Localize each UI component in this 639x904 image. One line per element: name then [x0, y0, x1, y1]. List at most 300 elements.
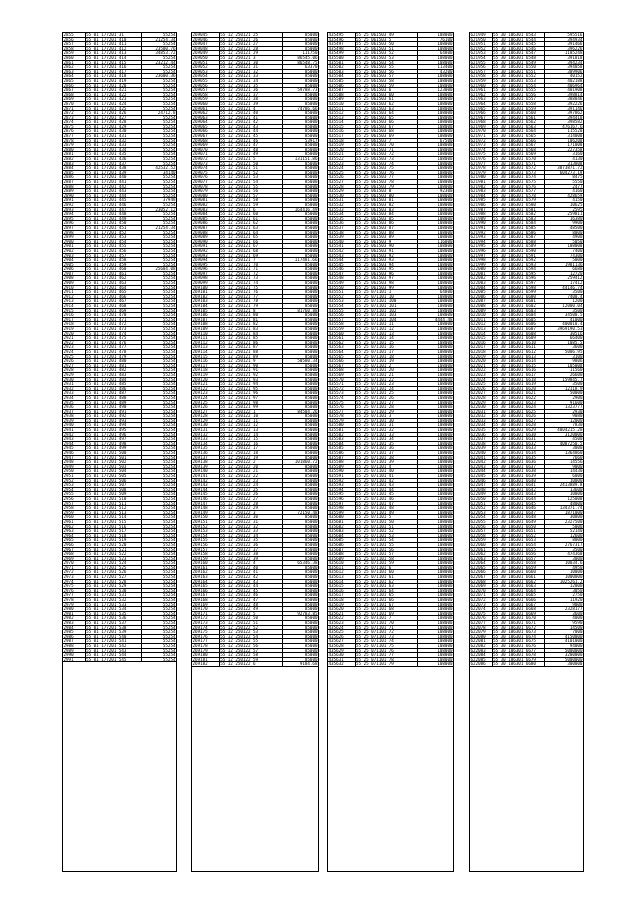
amount-cell: 85000 — [304, 184, 318, 189]
row-number-cell: 435576 — [328, 405, 356, 409]
table-row — [63, 658, 176, 663]
code-cell: 55 25 071101 25 — [356, 391, 419, 395]
amount-cell: 55254 — [162, 552, 176, 556]
amount-cell: 85000 — [304, 432, 318, 437]
code-cell: 55 30 106301 6654 — [493, 543, 545, 547]
code-cell: 55 01 177201 472 — [86, 322, 143, 326]
amount-cell: 2328177 — [564, 607, 583, 611]
code-cell: 55 01 177201 470 — [86, 313, 143, 317]
code-cell: 55 12 250121 6 — [220, 208, 283, 212]
amount-cell: 55254 — [162, 483, 176, 487]
row-number-cell: 2866 — [63, 84, 86, 88]
amount-cell: 108000 — [437, 202, 453, 207]
amount-cell: 108000 — [437, 129, 453, 134]
code-cell: 55 30 106301 6665 — [493, 593, 545, 597]
code-cell: 55 25 071101 102 — [356, 309, 419, 313]
amount-cell: 85000 — [304, 616, 318, 620]
code-cell: 55 01 177201 439 — [86, 171, 143, 175]
row-number-cell: 269063 — [192, 116, 220, 120]
amount-cell: 85000 — [304, 37, 318, 42]
code-cell: 55 01 177201 474 — [86, 332, 143, 336]
row-number-cell: 435598 — [328, 506, 356, 510]
amount-cell: 55254 — [162, 538, 176, 542]
code-cell: 55 30 106301 6560 — [493, 111, 545, 115]
code-cell: 55 25 061503 71 — [356, 148, 419, 152]
amount-cell: 108000 — [437, 97, 453, 101]
row-number-cell: 622026 — [470, 387, 493, 391]
code-cell: 55 25 071101 32 — [356, 428, 419, 432]
row-number-cell: 269094 — [192, 258, 220, 262]
row-number-cell: 622011 — [470, 318, 493, 322]
code-cell: 55 25 071101 29 — [356, 410, 419, 414]
row-number-cell: 2895 — [63, 217, 86, 221]
amount-cell: 55254 — [162, 157, 176, 161]
amount-cell: 108000 — [437, 299, 453, 304]
amount-cell: 115520 — [567, 129, 583, 134]
code-cell: 55 30 106301 6575 — [493, 180, 545, 184]
row-number-cell: 269071 — [192, 152, 220, 156]
row-number-cell: 269050 — [192, 56, 220, 60]
code-cell: 55 12 250121 65 — [220, 235, 283, 239]
code-cell: 55 25 071101 42 — [356, 479, 419, 483]
row-number-cell: 269137 — [192, 456, 220, 460]
amount-cell: 21254.34 — [155, 37, 176, 42]
code-cell: 55 30 106301 6656 — [493, 552, 545, 556]
code-cell: 55 25 071101 56 — [356, 548, 419, 552]
code-cell: 55 01 177201 452 — [86, 231, 143, 235]
code-cell: 55 01 177201 524 — [86, 561, 143, 565]
code-cell: 55 30 106301 6594 — [493, 267, 545, 271]
code-cell: 55 01 177201 498 — [86, 442, 143, 446]
code-cell: 55 25 071101 50 — [356, 520, 419, 524]
amount-cell: 3050 — [572, 588, 583, 593]
amount-cell: 108000 — [437, 588, 453, 593]
row-number-cell: 269078 — [192, 185, 220, 189]
code-cell: 55 30 106301 6606 — [493, 322, 545, 326]
row-number-cell: 435516 — [328, 129, 356, 133]
row-number-cell: 269115 — [192, 355, 220, 359]
row-number-cell: 621952 — [470, 47, 493, 51]
row-number-cell: 621963 — [470, 97, 493, 101]
amount-cell: 85000 — [304, 588, 318, 593]
amount-cell: 55254 — [162, 607, 176, 611]
row-number-cell: 2884 — [63, 166, 86, 170]
row-number-cell: 2908 — [63, 276, 86, 280]
row-number-cell: 622077 — [470, 621, 493, 625]
code-cell: 55 25 061503 65 — [356, 116, 419, 120]
code-cell: 55 12 250121 54 — [220, 180, 283, 184]
row-number-cell: 435543 — [328, 254, 356, 258]
amount-cell: 85000 — [304, 565, 318, 570]
amount-cell: 401908 — [567, 88, 583, 92]
amount-cell: 108000 — [437, 639, 453, 643]
amount-cell: 85000 — [304, 451, 318, 455]
code-cell: 55 01 177201 479 — [86, 355, 143, 359]
row-number-cell: 2961 — [63, 520, 86, 524]
row-number-cell: 2891 — [63, 198, 86, 202]
code-cell: 55 01 177201 447 — [86, 208, 143, 212]
row-number-cell: 621980 — [470, 175, 493, 179]
code-cell: 55 25 071101 41 — [356, 474, 419, 478]
code-cell: 55 30 106301 6554 — [493, 84, 545, 88]
code-cell: 55 30 106301 6650 — [493, 525, 545, 529]
row-number-cell: 435591 — [328, 474, 356, 478]
code-cell: 55 25 071101 4 — [356, 465, 419, 469]
code-cell: 55 25 071101 18 — [356, 355, 419, 359]
row-number-cell: 435502 — [328, 65, 356, 69]
amount-cell: 4150 — [572, 198, 583, 202]
row-number-cell: 435583 — [328, 437, 356, 441]
code-cell: 55 30 106301 6558 — [493, 102, 545, 106]
amount-cell: 55254 — [162, 124, 176, 129]
amount-cell: 300000 — [567, 662, 583, 666]
row-number-cell: 435567 — [328, 364, 356, 368]
code-cell: 55 25 061503 95 — [356, 267, 419, 271]
amount-cell: 108000 — [437, 611, 453, 616]
amount-cell: 108000 — [437, 216, 453, 221]
amount-cell: 85000 — [304, 639, 318, 643]
row-number-cell: 622025 — [470, 382, 493, 386]
code-cell: 55 30 106301 6615 — [493, 364, 545, 368]
row-number-cell: 269147 — [192, 502, 220, 506]
code-cell: 55 25 061503 96 — [356, 272, 419, 276]
amount-cell: 55254 — [162, 570, 176, 575]
code-cell: 55 30 106301 6551 — [493, 70, 545, 74]
amount-cell: 85000 — [304, 382, 318, 386]
code-cell: 55 25 061503 84 — [356, 212, 419, 216]
amount-cell: 1185248 — [564, 51, 583, 55]
amount-cell: 25604.08 — [155, 267, 176, 271]
amount-cell: 5000 — [572, 258, 583, 262]
table-col-3 — [327, 32, 454, 872]
code-cell: 55 25 071101 45 — [356, 492, 419, 496]
row-number-cell: 269139 — [192, 465, 220, 469]
amount-cell: 10000 — [569, 478, 583, 483]
amount-cell: 85000 — [304, 657, 318, 662]
amount-cell: 50580.34 — [297, 359, 318, 363]
code-cell: 55 30 106301 6626 — [493, 414, 545, 418]
amount-cell: 4101000 — [564, 639, 583, 643]
code-cell: 55 30 106301 6633 — [493, 446, 545, 450]
amount-cell: 76100 — [439, 37, 453, 42]
row-number-cell: 269128 — [192, 414, 220, 418]
amount-cell: 74786.66 — [297, 106, 318, 111]
code-cell: 55 30 106301 6590 — [493, 249, 545, 253]
amount-cell: 106200 — [567, 138, 583, 143]
code-cell: 55 01 177201 441 — [86, 180, 143, 184]
code-cell: 55 01 177201 424 — [86, 102, 143, 106]
amount-cell: 55254 — [162, 487, 176, 492]
row-number-cell: 269070 — [192, 148, 220, 152]
amount-cell: 1364860 — [564, 451, 583, 455]
code-cell: 55 30 106301 6639 — [493, 474, 545, 478]
code-cell: 55 01 177201 478 — [86, 350, 143, 354]
amount-cell: 55254 — [162, 349, 176, 354]
amount-cell: 108000 — [437, 152, 453, 157]
amount-cell: 55254 — [162, 180, 176, 184]
row-number-cell: 435570 — [328, 378, 356, 382]
row-number-cell: 621953 — [470, 51, 493, 55]
amount-cell: 108000 — [437, 648, 453, 653]
code-cell: 55 30 106301 6567 — [493, 143, 545, 147]
row-number-cell: 2963 — [63, 529, 86, 533]
row-number-cell: 435517 — [328, 134, 356, 138]
amount-cell: 108000 — [437, 510, 453, 515]
amount-cell: 85000 — [304, 304, 318, 308]
row-number-cell: 269129 — [192, 419, 220, 423]
row-number-cell: 269049 — [192, 51, 220, 55]
code-cell: 55 01 177201 473 — [86, 327, 143, 331]
amount-cell: 9000 — [572, 464, 583, 469]
code-cell: 55 30 106301 6543 — [493, 33, 545, 37]
row-number-cell: 2926 — [63, 359, 86, 363]
amount-cell: 108000 — [437, 418, 453, 423]
amount-cell: 108000 — [437, 405, 453, 409]
code-cell: 55 30 106301 6673 — [493, 630, 545, 634]
row-number-cell: 435545 — [328, 263, 356, 267]
row-number-cell: 269075 — [192, 171, 220, 175]
amount-cell: 108000 — [437, 643, 453, 648]
amount-cell: 52140 — [569, 529, 583, 533]
code-cell: 55 30 106301 6599 — [493, 290, 545, 294]
amount-cell: 55254 — [162, 143, 176, 147]
code-cell: 55 12 250121 91 — [220, 368, 283, 372]
code-cell: 55 30 106301 6559 — [493, 107, 545, 111]
row-number-cell: 435619 — [328, 603, 356, 607]
amount-cell: 55254 — [162, 304, 176, 308]
row-number-cell: 269181 — [192, 658, 220, 662]
amount-cell: 50000 — [569, 391, 583, 395]
row-number-cell: 621967 — [470, 116, 493, 120]
row-number-cell: 2986 — [63, 635, 86, 639]
amount-cell: 108000 — [437, 198, 453, 202]
row-number-cell: 269092 — [192, 249, 220, 253]
row-number-cell: 622014 — [470, 332, 493, 336]
amount-cell: 55254 — [162, 639, 176, 643]
amount-cell: 55254 — [162, 262, 176, 267]
row-number-cell: 269171 — [192, 612, 220, 616]
code-cell: 55 12 250121 5 — [220, 157, 283, 161]
amount-cell: 108000 — [437, 134, 453, 138]
amount-cell: 108000 — [437, 395, 453, 400]
code-cell: 55 25 061503 86 — [356, 221, 419, 225]
row-number-cell: 435564 — [328, 350, 356, 354]
row-number-cell: 269103 — [192, 299, 220, 303]
amount-cell: 428659 — [567, 193, 583, 198]
amount-cell: 24712.8 — [157, 111, 176, 115]
row-number-cell: 622086 — [470, 662, 493, 666]
row-number-cell: 2973 — [63, 575, 86, 579]
amount-cell: 64800 — [439, 290, 453, 294]
amount-cell: 108000 — [437, 515, 453, 519]
amount-cell: 85000 — [304, 327, 318, 331]
code-cell: 55 30 106301 6605 — [493, 318, 545, 322]
row-number-cell: 622061 — [470, 548, 493, 552]
code-cell: 55 30 106301 6667 — [493, 603, 545, 607]
row-number-cell: 435574 — [328, 396, 356, 400]
amount-cell: 108000 — [437, 166, 453, 170]
code-cell: 55 30 106301 6548 — [493, 56, 545, 60]
code-cell: 55 01 177201 451 — [86, 226, 143, 230]
code-cell: 55 12 250121 99 — [220, 405, 283, 409]
code-cell: 55 30 106301 6613 — [493, 355, 545, 359]
row-number-cell: 621998 — [470, 258, 493, 262]
code-cell: 55 12 250121 45 — [220, 134, 283, 138]
code-cell: 55 01 177201 543 — [86, 649, 143, 653]
amount-cell: 108000 — [437, 248, 453, 253]
code-cell: 55 12 250121 85 — [220, 336, 283, 340]
amount-cell: 108000 — [437, 336, 453, 340]
amount-cell: 55254 — [162, 69, 176, 74]
row-number-cell: 435505 — [328, 79, 356, 83]
code-cell: 55 30 106301 6557 — [493, 97, 545, 101]
row-number-cell: 2932 — [63, 387, 86, 391]
amount-cell: 55254 — [162, 138, 176, 143]
code-cell: 55 01 177201 417 — [86, 70, 143, 74]
row-number-cell: 269076 — [192, 175, 220, 179]
code-cell: 55 01 177201 519 — [86, 538, 143, 542]
code-cell: 55 25 071101 44 — [356, 488, 419, 492]
amount-cell: 85000 — [304, 598, 318, 602]
amount-cell: 108000 — [437, 33, 453, 37]
code-cell: 55 25 061503 81 — [356, 198, 419, 202]
amount-cell: 85000 — [304, 285, 318, 290]
code-cell: 55 12 250122 25 — [220, 488, 283, 492]
amount-cell: 4500 — [572, 437, 583, 441]
code-cell: 55 30 106301 6649 — [493, 520, 545, 524]
amount-cell: 85000 — [304, 625, 318, 630]
row-number-cell: 2925 — [63, 355, 86, 359]
row-number-cell: 269100 — [192, 286, 220, 290]
code-cell: 55 25 071101 78 — [356, 658, 419, 662]
amount-cell: 55254 — [162, 202, 176, 207]
code-cell: 55 25 071101 7 — [356, 616, 419, 620]
amount-cell: 3600 — [572, 611, 583, 616]
amount-cell: 108000 — [437, 423, 453, 428]
amount-cell: 55254 — [162, 414, 176, 418]
code-cell: 55 25 071101 100 — [356, 299, 419, 303]
code-cell: 55 25 071101 72 — [356, 630, 419, 634]
amount-cell: 108000 — [437, 653, 453, 657]
amount-cell: 108000 — [437, 308, 453, 313]
row-number-cell: 435528 — [328, 185, 356, 189]
code-cell: 55 01 177201 413 — [86, 51, 143, 55]
row-number-cell: 622041 — [470, 456, 493, 460]
code-cell: 55 25 071101 20 — [356, 368, 419, 372]
amount-cell: 81760.88 — [297, 308, 318, 313]
row-number-cell: 2930 — [63, 378, 86, 382]
row-number-cell: 621984 — [470, 194, 493, 198]
row-number-cell: 621951 — [470, 42, 493, 46]
row-number-cell: 269176 — [192, 635, 220, 639]
code-cell: 55 12 250121 80 — [220, 313, 283, 317]
row-number-cell: 269114 — [192, 350, 220, 354]
row-number-cell: 2855 — [63, 33, 86, 37]
amount-cell: 108000 — [437, 616, 453, 620]
code-cell: 55 01 177201 520 — [86, 543, 143, 547]
code-cell: 55 25 071101 37 — [356, 451, 419, 455]
row-number-cell: 2936 — [63, 405, 86, 409]
code-cell: 55 01 177201 411 — [86, 42, 143, 46]
amount-cell: 85000 — [304, 124, 318, 129]
row-number-cell: 621999 — [470, 263, 493, 267]
row-number-cell: 2979 — [63, 603, 86, 607]
row-number-cell: 621958 — [470, 74, 493, 78]
row-number-cell: 2927 — [63, 364, 86, 368]
code-cell: 55 12 250121 66 — [220, 240, 283, 244]
code-cell: 55 25 071101 46 — [356, 497, 419, 501]
code-cell: 55 12 250122 38 — [220, 552, 283, 556]
row-number-cell: 435620 — [328, 607, 356, 611]
code-cell: 55 30 106301 6544 — [493, 38, 545, 42]
row-number-cell: 435599 — [328, 511, 356, 515]
code-cell: 55 01 177201 463 — [86, 281, 143, 285]
row-number-cell: 435507 — [328, 88, 356, 92]
amount-cell: 108000 — [437, 184, 453, 189]
code-cell: 55 12 250122 27 — [220, 497, 283, 501]
row-number-cell: 269091 — [192, 244, 220, 248]
row-number-cell: 622004 — [470, 286, 493, 290]
amount-cell: 55254 — [162, 230, 176, 235]
code-cell: 55 25 061503 67 — [356, 125, 419, 129]
code-cell: 55 01 177201 526 — [86, 570, 143, 574]
amount-cell: 108000 — [437, 281, 453, 285]
row-number-cell: 2954 — [63, 488, 86, 492]
amount-cell: 85000 — [304, 400, 318, 405]
amount-cell: 55254 — [162, 405, 176, 409]
row-number-cell: 269124 — [192, 396, 220, 400]
code-cell: 55 25 061503 63 — [356, 107, 419, 111]
row-number-cell: 435527 — [328, 180, 356, 184]
row-number-cell: 2962 — [63, 525, 86, 529]
row-number-cell: 269096 — [192, 267, 220, 271]
row-number-cell: 621973 — [470, 143, 493, 147]
row-number-cell: 435612 — [328, 570, 356, 574]
amount-cell: 5550 — [572, 180, 583, 184]
amount-cell: 5006.95 — [564, 349, 583, 354]
amount-cell: 55254 — [162, 611, 176, 616]
amount-cell: 2413889.8 — [559, 483, 583, 487]
code-cell: 55 01 177201 443 — [86, 189, 143, 193]
row-number-cell: 269164 — [192, 580, 220, 584]
amount-cell: 55254 — [162, 42, 176, 46]
code-cell: 55 01 177201 523 — [86, 557, 143, 561]
amount-cell: 5000000 — [564, 657, 583, 662]
amount-cell: 44146.74 — [562, 285, 583, 290]
row-number-cell: 622015 — [470, 336, 493, 340]
row-number-cell: 622045 — [470, 474, 493, 478]
row-number-cell: 435557 — [328, 318, 356, 322]
row-number-cell: 269126 — [192, 405, 220, 409]
table-row — [470, 662, 583, 667]
code-cell: 55 25 061503 77 — [356, 175, 419, 179]
amount-cell: 108000 — [437, 542, 453, 547]
amount-cell: 55254 — [162, 588, 176, 593]
row-number-cell: 2937 — [63, 410, 86, 414]
code-cell: 55 25 071101 2 — [356, 364, 419, 368]
row-number-cell: 435504 — [328, 74, 356, 78]
row-number-cell: 269142 — [192, 479, 220, 483]
row-number-cell: 622067 — [470, 575, 493, 579]
row-number-cell: 621985 — [470, 198, 493, 202]
code-cell: 55 25 061503 50 — [356, 42, 419, 46]
row-number-cell: 2857 — [63, 42, 86, 46]
row-number-cell: 269046 — [192, 38, 220, 42]
row-number-cell: 2901 — [63, 244, 86, 248]
amount-cell: 108000 — [437, 579, 453, 584]
amount-cell: 55254 — [162, 496, 176, 501]
amount-cell: 85000 — [304, 593, 318, 598]
